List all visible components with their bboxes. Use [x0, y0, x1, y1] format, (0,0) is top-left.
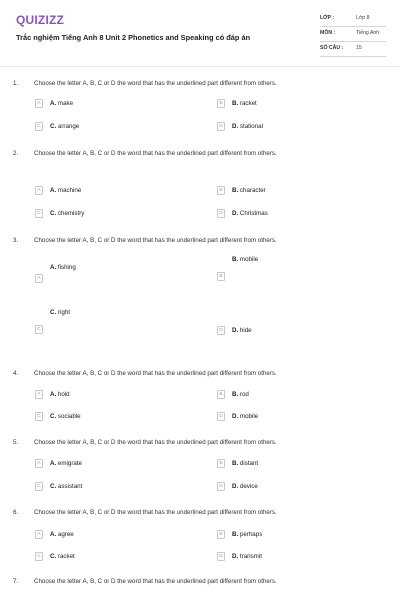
question-number: 3. — [13, 237, 19, 244]
option-letter: D. — [232, 553, 239, 560]
option-letter: C. — [50, 123, 57, 130]
option-text: stational — [239, 123, 263, 130]
option-text: perhaps — [239, 531, 263, 538]
option-box[interactable]: C — [35, 209, 43, 218]
question-prompt: Choose the letter A, B, C or D the word that has the underlined part different from others. — [34, 509, 277, 516]
option-box[interactable]: A — [35, 99, 43, 108]
option-letter: B. — [232, 187, 239, 194]
option-text: transmit — [239, 553, 262, 560]
option-box[interactable]: D — [217, 552, 225, 561]
question-number: 1. — [13, 80, 19, 87]
option-box[interactable]: B — [217, 390, 225, 399]
option-box[interactable]: D — [217, 326, 225, 335]
option-box[interactable]: B — [217, 530, 225, 539]
option-box[interactable]: D — [217, 122, 225, 131]
option-text: emigrate — [57, 460, 82, 467]
meta-row-count — [320, 42, 386, 57]
option-text: Christmas — [239, 210, 268, 217]
option-box[interactable]: A — [35, 459, 43, 468]
option-box[interactable]: A — [35, 186, 43, 195]
option-box[interactable]: C — [35, 552, 43, 561]
option-letter: D. — [232, 483, 239, 490]
option-letter: B. — [232, 531, 239, 538]
option-box[interactable]: A — [35, 274, 43, 283]
option-letter: C. — [50, 483, 57, 490]
question-prompt: Choose the letter A, B, C or D the word that has the underlined part different from others. — [34, 439, 277, 446]
option-text: fishing — [57, 264, 76, 271]
question-prompt: Choose the letter A, B, C or D the word that has the underlined part different from others. — [34, 150, 277, 157]
option-letter: B. — [232, 256, 239, 263]
option-letter: C. — [50, 413, 57, 420]
meta-row-class — [320, 12, 386, 27]
option-letter: B. — [232, 100, 239, 107]
meta-key: LỚP : — [320, 15, 335, 21]
question-number: 7. — [13, 578, 19, 585]
question-number: 5. — [13, 439, 19, 446]
option-letter: A. — [50, 100, 57, 107]
option-text: make — [57, 100, 74, 107]
question-prompt: Choose the letter A, B, C or D the word that has the underlined part different from others. — [34, 370, 277, 377]
question-prompt: Choose the letter A, B, C or D the word that has the underlined part different from others. — [34, 578, 277, 585]
option-box[interactable]: C — [35, 122, 43, 131]
option-box[interactable]: D — [217, 412, 225, 421]
option-text: distant — [239, 460, 259, 467]
option-text: rod — [239, 391, 249, 398]
option-text: right — [57, 309, 70, 316]
option-letter: A. — [50, 187, 57, 194]
option-box[interactable]: C — [35, 325, 43, 334]
question-number: 6. — [13, 509, 19, 516]
option-box[interactable]: C — [35, 482, 43, 491]
option-text: hold — [57, 391, 70, 398]
option-letter: A. — [50, 531, 57, 538]
option-text: chemistry — [57, 210, 85, 217]
option-letter: D. — [232, 327, 239, 334]
question-number: 2. — [13, 150, 19, 157]
option-letter: B. — [232, 391, 239, 398]
option-box[interactable]: B — [217, 186, 225, 195]
worksheet-title: Trắc nghiệm Tiếng Anh 8 Unit 2 Phonetics and Speaking có đáp án — [16, 33, 251, 42]
option-box[interactable]: B — [217, 272, 225, 281]
option-box[interactable]: A — [35, 530, 43, 539]
option-letter: C. — [50, 210, 57, 217]
option-box[interactable]: D — [217, 482, 225, 491]
option-letter: A. — [50, 460, 57, 467]
option-text: sociable — [57, 413, 81, 420]
question-prompt: Choose the letter A, B, C or D the word that has the underlined part different from others. — [34, 237, 277, 244]
worksheet-meta-table — [320, 12, 386, 57]
option-letter: B. — [232, 460, 239, 467]
option-box[interactable]: A — [35, 390, 43, 399]
meta-key: SỐ CÂU : — [320, 45, 344, 51]
option-box[interactable]: B — [217, 459, 225, 468]
option-text: device — [239, 483, 258, 490]
option-letter: A. — [50, 391, 57, 398]
option-text: agree — [57, 531, 74, 538]
option-text: racket — [239, 100, 257, 107]
option-box[interactable]: C — [35, 412, 43, 421]
option-letter: D. — [232, 123, 239, 130]
meta-value: 15 — [356, 45, 362, 51]
question-prompt: Choose the letter A, B, C or D the word that has the underlined part different from others. — [34, 80, 277, 87]
option-letter: C. — [50, 309, 57, 316]
option-letter: C. — [50, 553, 57, 560]
option-box[interactable]: B — [217, 99, 225, 108]
option-text: character — [239, 187, 266, 194]
quizizz-logo: QUIZIZZ — [16, 13, 65, 27]
option-text: arrange — [57, 123, 80, 130]
option-letter: D. — [232, 210, 239, 217]
header-divider — [0, 66, 400, 67]
meta-value: Tiếng Anh — [356, 30, 380, 36]
meta-key: MÔN : — [320, 30, 336, 36]
option-text: mobile — [239, 413, 259, 420]
option-text: racket — [57, 553, 75, 560]
option-box[interactable]: D — [217, 209, 225, 218]
option-text: machine — [57, 187, 82, 194]
option-letter: A. — [50, 264, 57, 271]
question-number: 4. — [13, 370, 19, 377]
meta-row-subject — [320, 27, 386, 42]
option-text: assistant — [57, 483, 83, 490]
meta-value: Lớp 8 — [356, 15, 370, 21]
option-text: hide — [239, 327, 252, 334]
option-letter: D. — [232, 413, 239, 420]
option-text: mobile — [239, 256, 259, 263]
